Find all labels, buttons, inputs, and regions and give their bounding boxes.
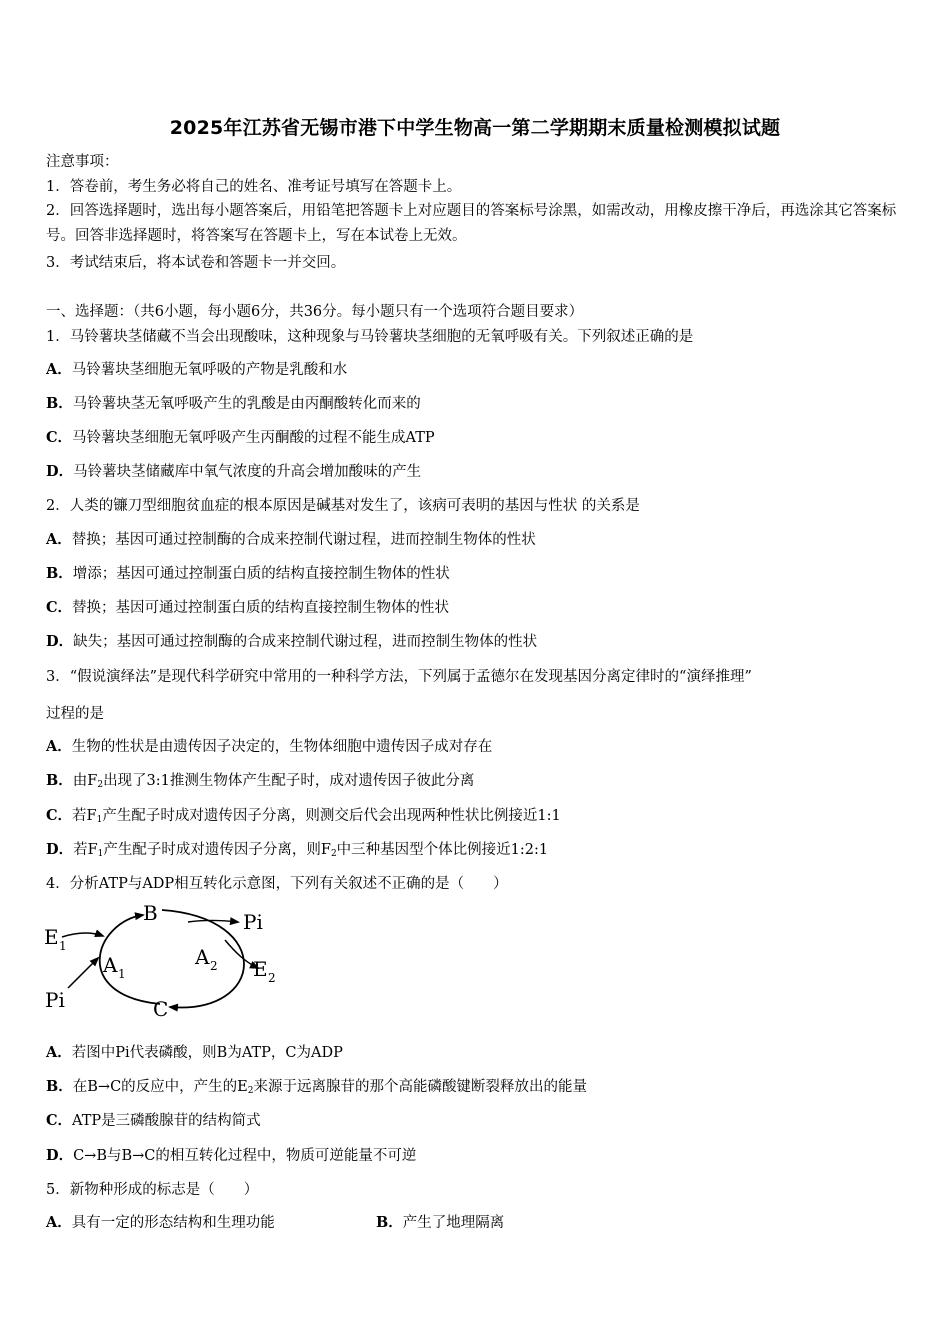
node-e2: E — [253, 957, 268, 981]
option-label: D． — [46, 633, 74, 650]
option-text: 增添；基因可通过控制蛋白质的结构直接控制生物体的性状 — [72, 566, 450, 582]
option-label: D． — [46, 841, 74, 858]
option — [46, 428, 435, 448]
option-text: 若图中Pi代表磷酸，则B为ATP，C为ADP — [71, 1045, 343, 1061]
label-a2: A — [195, 945, 210, 969]
option-label: D． — [46, 463, 74, 480]
option — [46, 360, 347, 380]
option — [46, 564, 450, 584]
option-text: 生物的性状是由遗传因子决定的，生物体细胞中遗传因子成对存在 — [71, 739, 493, 755]
question-stem-continued: 过程的是 — [46, 706, 104, 722]
section-heading: 一、选择题：（共6小题，每小题6分，共36分。每小题只有一个选项符合题目要求） — [46, 304, 584, 320]
option-text: 替换；基因可通过控制蛋白质的结构直接控制生物体的性状 — [72, 600, 450, 616]
option-label: A． — [46, 1044, 72, 1061]
notice-item: 2．回答选择题时，选出每小题答案后，用铅笔把答题卡上对应题目的答案标号涂黑，如需改动，用橡皮擦干净后，再选涂其它答案标号。回答非选择题时，将答案写在答题卡上，写在本试卷上无效。 — [46, 203, 897, 244]
option-label: C． — [46, 599, 73, 616]
notice-item: 1．答卷前，考生务必将自己的姓名、准考证号填写在答题卡上。 — [46, 179, 462, 195]
label-a2-sub: 2 — [210, 959, 218, 973]
option — [376, 1213, 504, 1233]
node-c: C — [153, 997, 169, 1021]
option — [46, 771, 474, 795]
option — [46, 840, 548, 864]
option — [46, 737, 492, 757]
option — [46, 598, 449, 618]
question-stem: 5．新物种形成的标志是（ ） — [46, 1182, 259, 1198]
option-label: C． — [46, 1112, 73, 1129]
option — [46, 632, 537, 652]
atp-adp-cycle-diagram — [40, 900, 300, 1025]
arrow-e1-in — [62, 933, 103, 937]
option-text: 若$F_1$产生配子时成对遗传因子分离，则$F_2$中三种基因型个体比例接近1:2:1 — [73, 842, 549, 859]
option-label: A． — [46, 531, 72, 548]
node-pi-out: Pi — [243, 910, 263, 934]
option-label: C． — [46, 429, 73, 446]
option — [46, 806, 561, 830]
option-text: 由$F_2$出现了3:1推测生物体产生配子时，成对遗传因子彼此分离 — [72, 773, 475, 790]
option — [46, 530, 536, 550]
option — [46, 1077, 587, 1101]
option-text: 若$F_1$产生配子时成对遗传因子分离，则测交后代会出现两种性状比例接近1:1 — [72, 808, 561, 825]
node-e1-sub: 1 — [59, 939, 67, 953]
option — [46, 394, 421, 414]
option-label: B． — [46, 772, 73, 789]
option-label: D． — [46, 1147, 74, 1164]
option-text: 马铃薯块茎细胞无氧呼吸产生丙酮酸的过程不能生成ATP — [72, 430, 435, 446]
option-text: 缺失；基因可通过控制酶的合成来控制代谢过程，进而控制生物体的性状 — [73, 634, 538, 650]
option — [46, 1146, 416, 1166]
option — [46, 1043, 343, 1063]
option — [46, 1213, 275, 1233]
node-b: B — [143, 901, 158, 925]
question-stem: 3．“假说演绎法”是现代科学研究中常用的一种科学方法，下列属于孟德尔在发现基因分离定律时的“演绎推理” — [46, 669, 752, 685]
label-a1-sub: 1 — [118, 967, 126, 981]
option-label: B． — [376, 1214, 403, 1231]
option-label: A． — [46, 1214, 72, 1231]
node-e2-sub: 2 — [268, 971, 276, 985]
option-label: C． — [46, 807, 73, 824]
option-label: B． — [46, 395, 73, 412]
option-text: C→B与B→C的相互转化过程中，物质可逆能量不可逆 — [73, 1148, 417, 1164]
arrow-pi-in — [68, 958, 98, 988]
option-text: 马铃薯块茎无氧呼吸产生的乳酸是由丙酮酸转化而来的 — [72, 396, 421, 412]
question-stem: 2．人类的镰刀型细胞贫血症的根本原因是碱基对发生了，该病可表明的基因与性状 的关系是 — [46, 498, 640, 514]
option-label: B． — [46, 565, 73, 582]
option-text: 替换；基因可通过控制酶的合成来控制代谢过程，进而控制生物体的性状 — [71, 532, 536, 548]
question-stem: 4．分析ATP与ADP相互转化示意图，下列有关叙述不正确的是（ ） — [46, 876, 508, 892]
option — [46, 1111, 261, 1131]
option-text: 马铃薯块茎细胞无氧呼吸的产物是乳酸和水 — [71, 362, 348, 378]
option-text: 具有一定的形态结构和生理功能 — [71, 1215, 275, 1231]
option-text: 在B→C的反应中，产生的$E_2$来源于远离腺苷的那个高能磷酸键断裂释放出的能量 — [72, 1079, 587, 1096]
notice-item: 3．考试结束后，将本试卷和答题卡一并交回。 — [46, 255, 346, 271]
page-title: 2025年江苏省无锡市港下中学生物高一第二学期期末质量检测模拟试题 — [169, 117, 781, 139]
option-text: 产生了地理隔离 — [402, 1215, 505, 1231]
option-text: 马铃薯块茎储藏库中氧气浓度的升高会增加酸味的产生 — [73, 464, 422, 480]
question-stem: 1．马铃薯块茎储藏不当会出现酸味，这种现象与马铃薯块茎细胞的无氧呼吸有关。下列叙述正确的是 — [46, 329, 694, 345]
option-label: B． — [46, 1078, 73, 1095]
option-label: A． — [46, 738, 72, 755]
notice-heading: 注意事项： — [46, 154, 119, 170]
option-label: A． — [46, 361, 72, 378]
option-text: ATP是三磷酸腺苷的结构简式 — [72, 1113, 261, 1129]
option — [46, 462, 421, 482]
node-e1: E — [44, 925, 59, 949]
label-a1: A — [103, 953, 118, 977]
node-pi-in: Pi — [45, 988, 65, 1012]
